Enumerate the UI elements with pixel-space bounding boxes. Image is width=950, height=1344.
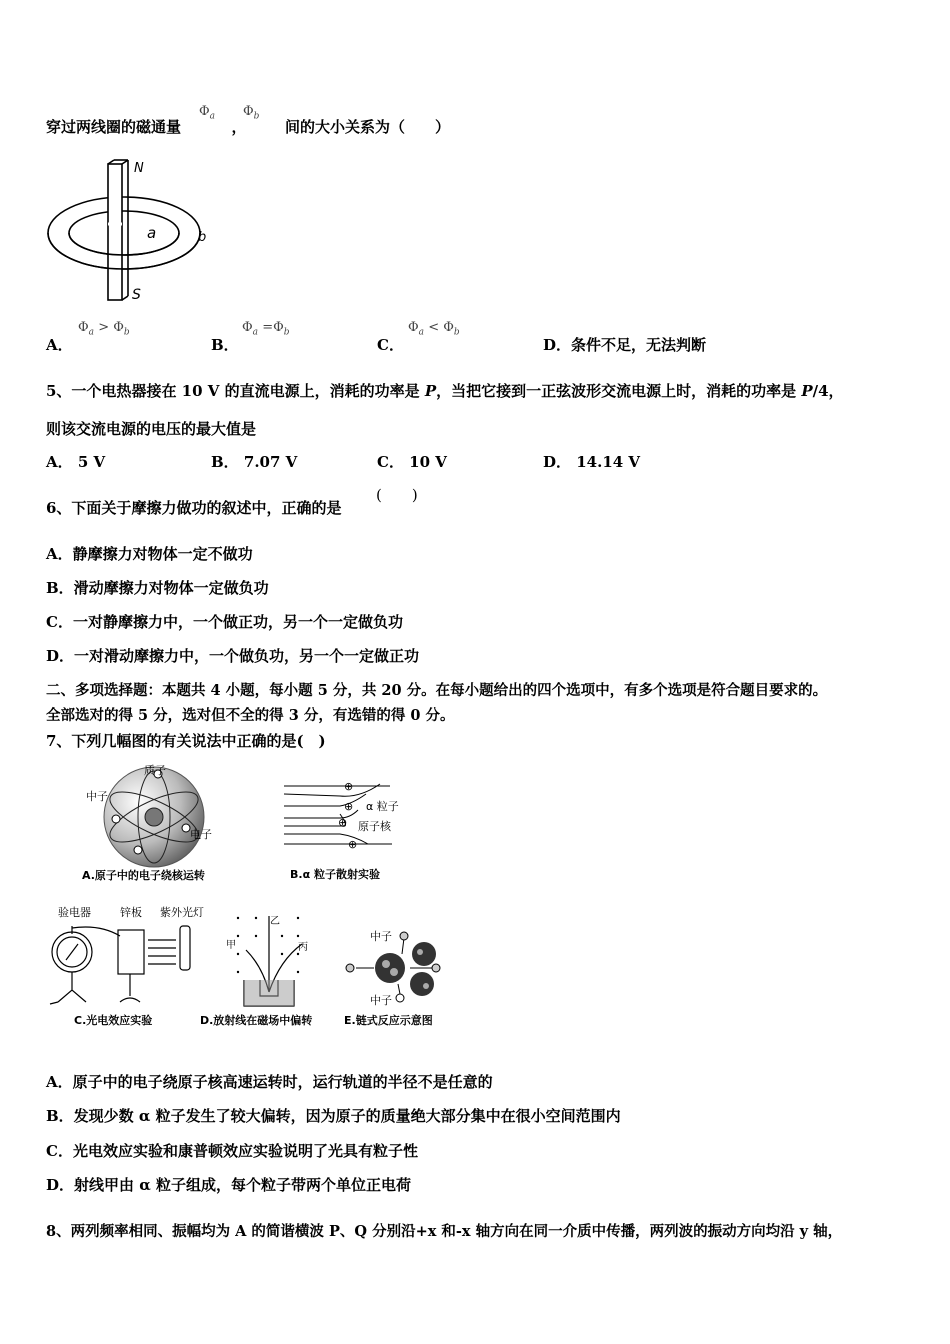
q7-figure-b <box>280 774 420 886</box>
q5-option-b[interactable]: B． 7.07 V <box>211 453 298 471</box>
caption-e: E.链式反应示意图 <box>344 1014 433 1027</box>
q6-paren: ( ) <box>376 486 418 504</box>
label-neutron: 中子 <box>86 790 108 803</box>
q7-figure-c <box>44 906 214 1032</box>
label-neutron-top: 中子 <box>370 930 392 943</box>
caption-a: A.原子中的电子绕核运转 <box>82 869 205 882</box>
label-nucleus: 原子核 <box>358 820 391 833</box>
q7-figure-a <box>78 762 248 888</box>
q4-option-b-expr: $\Phi_a =\Phi_b$ <box>242 320 290 338</box>
label-zinc: 锌板 <box>120 906 142 919</box>
label-electroscope: 验电器 <box>58 906 91 919</box>
svg-text:⊕: ⊕ <box>348 838 358 851</box>
q4-option-c[interactable]: C． <box>377 336 404 354</box>
q7-figure-e <box>342 924 462 1032</box>
svg-text:⊕: ⊕ <box>344 780 354 793</box>
q4-option-c-expr: $\Phi_a < \Phi_b$ <box>408 320 460 338</box>
q6-option-c[interactable]: C．一对静摩擦力中，一个做正功，另一个一定做负功 <box>46 613 403 631</box>
q6-option-b[interactable]: B．滑动摩擦力对物体一定做负功 <box>46 579 269 597</box>
caption-b: B.α 粒子散射实验 <box>290 868 380 881</box>
label-uv: 紫外光灯 <box>160 906 204 919</box>
q6-option-a[interactable]: A．静摩擦力对物体一定不做功 <box>46 545 253 563</box>
q4-label-n: N <box>134 161 144 176</box>
svg-text:⊕: ⊕ <box>338 816 348 829</box>
q4-stem-a: 穿过两线圈的磁通量 <box>46 118 182 136</box>
q5-line2: 则该交流电源的电压的最大值是 <box>46 420 257 438</box>
caption-c: C.光电效应实验 <box>74 1014 153 1027</box>
q4-stem-c: 间的大小关系为（ ） <box>284 118 450 136</box>
label-alpha: α 粒子 <box>366 800 399 813</box>
q4-phi-a: $\Phi_a$ <box>199 104 216 122</box>
svg-text:⊕: ⊕ <box>344 800 354 813</box>
q8-stem: 8、两列频率相同、振幅均为 A 的简谐横波 P、Q 分别沿+x 和-x 轴方向在同一介质中传播，两列波的振动方向均沿 y 轴， <box>46 1223 843 1240</box>
q5-option-d[interactable]: D． 14.14 V <box>543 453 641 471</box>
q4-option-a-expr: $\Phi_a > \Phi_b$ <box>78 320 130 338</box>
section2-line1: 二、多项选择题：本题共 4 小题，每小题 5 分，共 20 分。在每小题给出的四个选项中，有多个选项是符合题目要求的。 <box>46 682 828 699</box>
q5-line1: 5、一个电热器接在 10 V 的直流电源上，消耗的功率是 P，当把它接到一正弦波形交流电源上时，消耗的功率是 P/4， <box>46 382 844 400</box>
label-yi: 乙 <box>270 916 280 927</box>
q7-option-a[interactable]: A．原子中的电子绕原子核高速运转时，运行轨道的半径不是任意的 <box>46 1073 493 1091</box>
q4-option-b[interactable]: B． <box>211 336 239 354</box>
q7-option-b[interactable]: B．发现少数 α 粒子发生了较大偏转，因为原子的质量绝大部分集中在很小空间范围内 <box>46 1107 621 1125</box>
caption-d: D.放射线在磁场中偏转 <box>200 1014 313 1027</box>
label-proton: 质子 <box>144 764 166 777</box>
q4-option-a[interactable]: A． <box>46 336 73 354</box>
nucleus <box>145 808 163 826</box>
q4-stem-b: ， <box>231 118 247 136</box>
q5-option-a[interactable]: A． 5 V <box>46 453 106 471</box>
label-bing: 丙 <box>298 942 308 953</box>
label-jia: 甲 <box>226 940 236 951</box>
q4-figure <box>44 156 224 306</box>
q4-label-s: S <box>132 287 141 303</box>
q7-option-d[interactable]: D．射线甲由 α 粒子组成，每个粒子带两个单位正电荷 <box>46 1176 411 1194</box>
q7-option-c[interactable]: C．光电效应实验和康普顿效应实验说明了光具有粒子性 <box>46 1142 418 1160</box>
q4-label-a: a <box>147 224 157 242</box>
q7-figure-d <box>198 910 348 1032</box>
q4-phi-b: $\Phi_b$ <box>243 104 260 122</box>
label-neutron-bottom: 中子 <box>370 994 392 1007</box>
label-electron: 电子 <box>190 828 212 841</box>
q7-stem: 7、下列几幅图的有关说法中正确的是( ) <box>46 732 326 750</box>
q4-option-d[interactable]: D．条件不足，无法判断 <box>543 336 707 354</box>
section2-line2: 全部选对的得 5 分，选对但不全的得 3 分，有选错的得 0 分。 <box>46 707 455 724</box>
q6-option-d[interactable]: D．一对滑动摩擦力中，一个做负功，另一个一定做正功 <box>46 647 420 665</box>
q6-stem: 6、下面关于摩擦力做功的叙述中，正确的是 <box>46 499 342 517</box>
q4-label-b: b <box>198 230 207 245</box>
q5-option-c[interactable]: C． 10 V <box>377 453 447 471</box>
